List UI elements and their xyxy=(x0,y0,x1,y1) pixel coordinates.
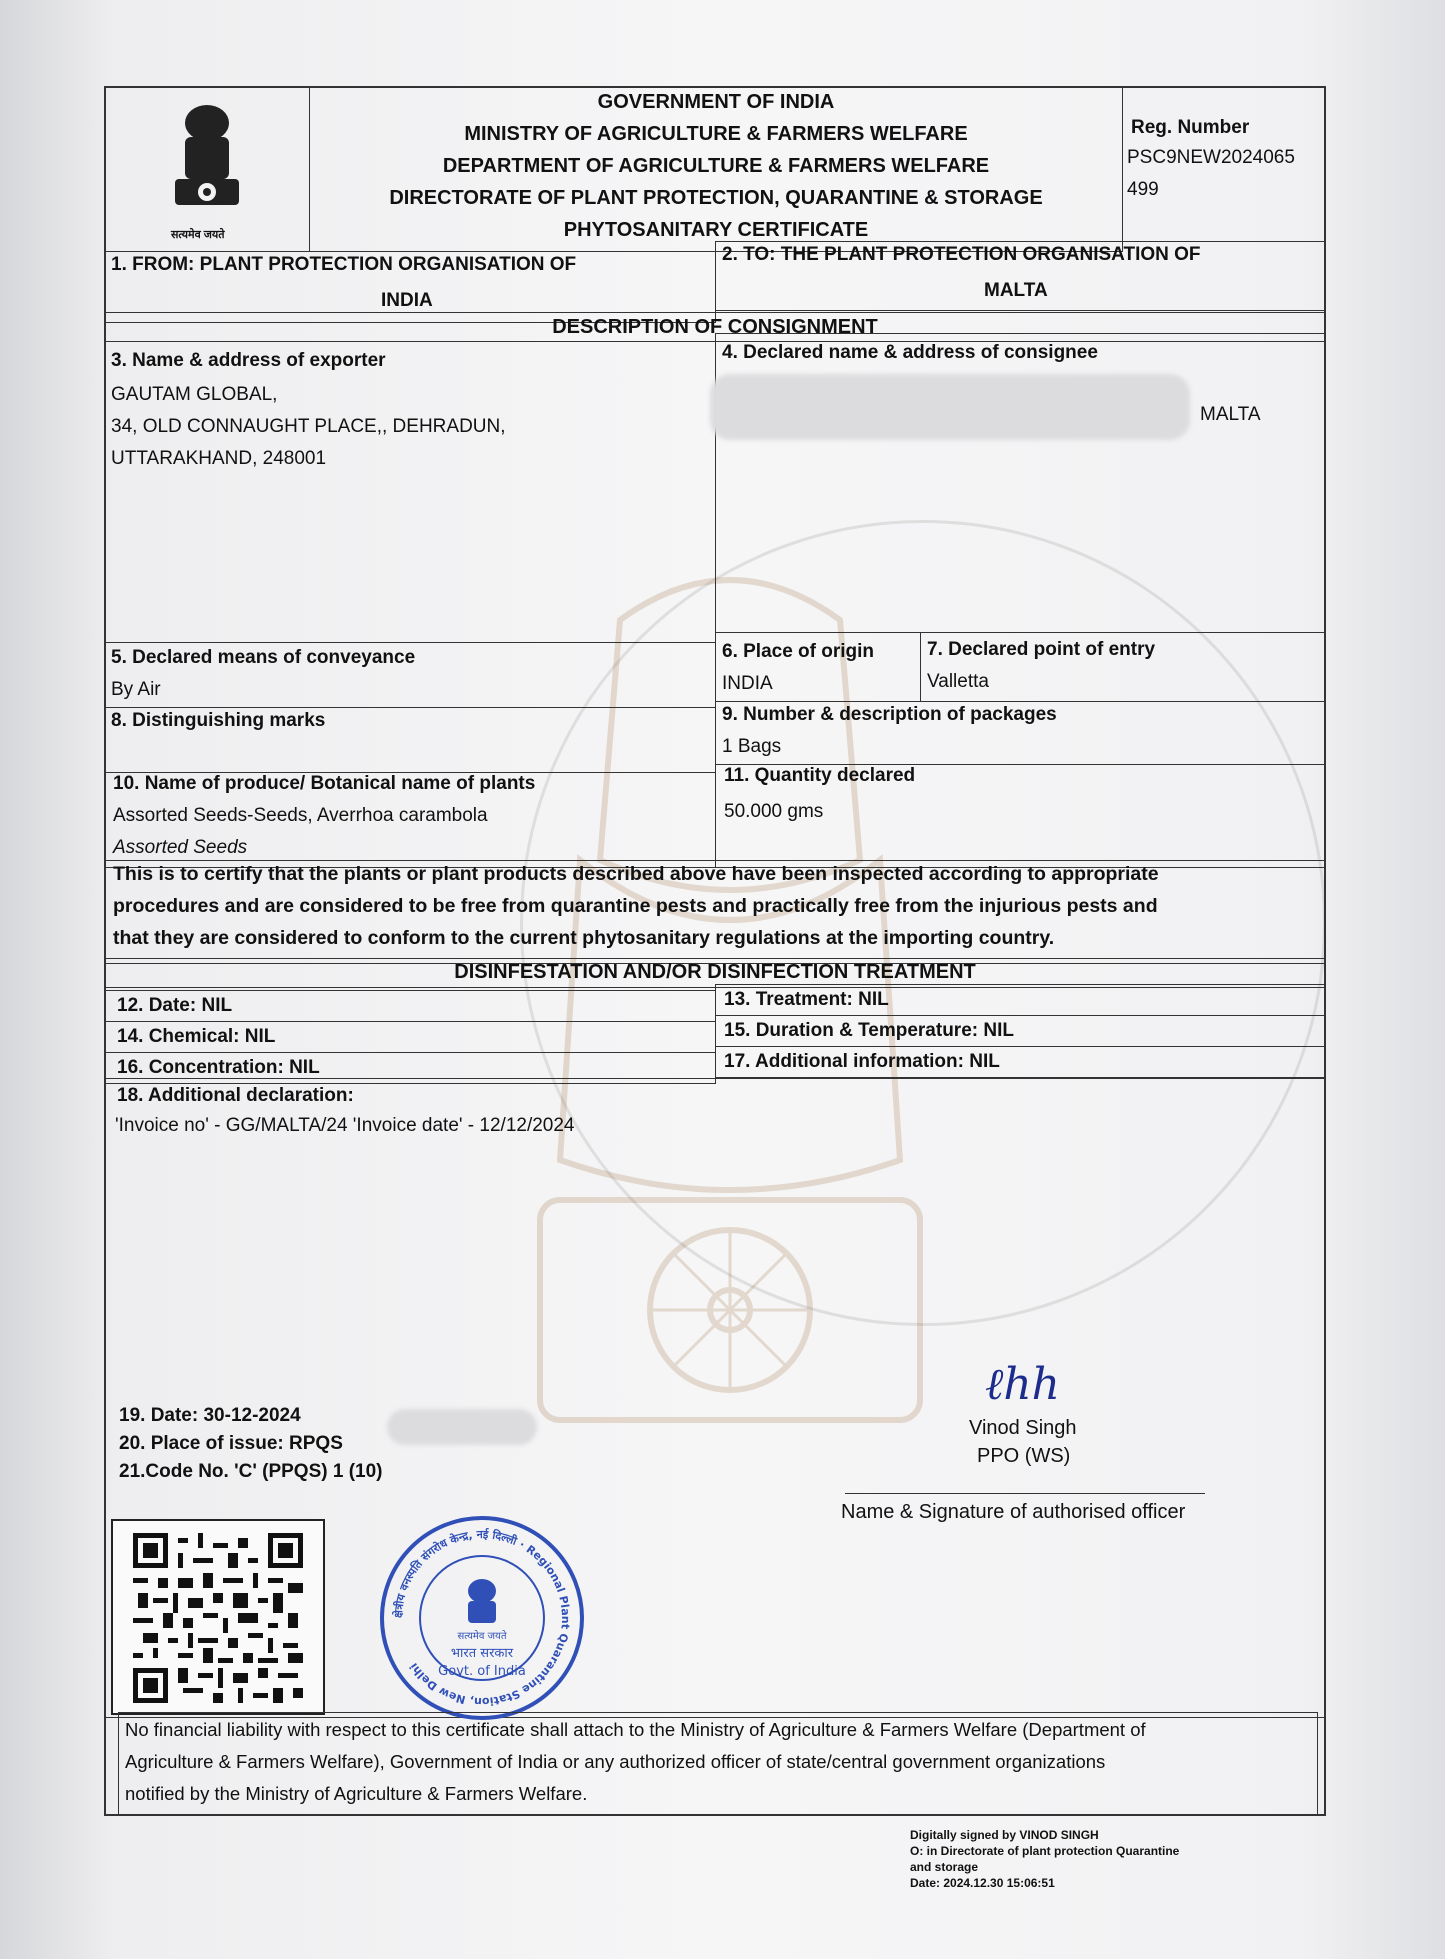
origin-cell xyxy=(715,632,921,702)
redacted-place-block xyxy=(387,1409,537,1445)
signature-line xyxy=(845,1493,1205,1494)
certificate-title: PHYTOSANITARY CERTIFICATE xyxy=(563,219,869,241)
quantity-label: 11. Quantity declared xyxy=(724,765,916,786)
treatment-heading: DISINFESTATION AND/OR DISINFECTION TREATMENT xyxy=(454,961,976,983)
packages-label: 9. Number & description of packages xyxy=(722,704,1057,725)
quantity-value: 50.000 gms xyxy=(724,801,824,822)
certification-line-1: This is to certify that the plants or plant products described above have been inspected according to appropriate xyxy=(113,863,1159,885)
qr-code-frame xyxy=(111,1519,325,1715)
exporter-address-line2: UTTARAKHAND, 248001 xyxy=(111,448,327,469)
issue-code: 21.Code No. 'C' (PPQS) 1 (10) xyxy=(119,1461,383,1482)
marks-cell xyxy=(104,707,716,773)
digital-signature-date: Date: 2024.12.30 15:06:51 xyxy=(910,1876,1055,1890)
reg-number-value: PSC9NEW2024065 xyxy=(1127,147,1295,168)
exporter-cell xyxy=(104,341,716,643)
description-heading: DESCRIPTION OF CONSIGNMENT xyxy=(552,316,878,338)
consignee-country: MALTA xyxy=(1200,404,1261,425)
liability-line-2: Agriculture & Farmers Welfare), Government of India or any authorized officer of state/central government organizations xyxy=(125,1751,1106,1772)
origin-label: 6. Place of origin xyxy=(722,641,875,662)
digital-signature-line-1: Digitally signed by VINOD SINGH xyxy=(910,1828,1099,1842)
liability-line-1: No financial liability with respect to this certificate shall attach to the Ministry of Agriculture & Farmers Welfare (Department of xyxy=(125,1719,1146,1740)
digital-signature-line-3: and storage xyxy=(910,1860,979,1874)
conveyance-label: 5. Declared means of conveyance xyxy=(111,647,416,668)
digital-signature-line-2: O: in Directorate of plant protection Quarantine xyxy=(910,1844,1180,1858)
header-line-ministry: MINISTRY OF AGRICULTURE & FARMERS WELFARE xyxy=(464,123,968,145)
treatment-concentration: 16. Concentration: NIL xyxy=(117,1057,320,1078)
declaration-value: 'Invoice no' - GG/MALTA/24 'Invoice date' - 12/12/2024 xyxy=(115,1115,575,1136)
treatment-duration: 15. Duration & Temperature: NIL xyxy=(724,1020,1014,1041)
official-stamp-icon xyxy=(375,1511,589,1725)
packages-cell xyxy=(715,701,1326,765)
treatment-type: 13. Treatment: NIL xyxy=(724,989,889,1010)
officer-signature-caption: Name & Signature of authorised officer xyxy=(841,1501,1186,1523)
entry-cell xyxy=(920,632,1326,702)
stamp-line-1: भारत सरकार xyxy=(450,1646,514,1661)
officer-name: Vinod Singh xyxy=(969,1417,1077,1439)
origin-value: INDIA xyxy=(722,673,773,694)
liability-line-3: notified by the Ministry of Agriculture & Farmers Welfare. xyxy=(125,1783,588,1804)
certification-line-3: that they are considered to conform to the current phytosanitary regulations at the importing country. xyxy=(113,927,1055,949)
stamp-ring-text: क्षेत्रीय वनस्पति संगरोध केन्द्र, नई दिल्ली · Regional Plant Quarantine Station, New Delhi xyxy=(391,1527,573,1709)
registration-cell xyxy=(1122,86,1326,242)
treatment-date: 12. Date: NIL xyxy=(117,995,233,1016)
issue-place: 20. Place of issue: RPQS xyxy=(119,1433,343,1454)
marks-label: 8. Distinguishing marks xyxy=(111,710,326,731)
redacted-consignee-block xyxy=(710,374,1190,440)
header-line-government: GOVERNMENT OF INDIA xyxy=(597,91,835,113)
to-label: 2. TO: THE PLANT PROTECTION ORGANISATION OF xyxy=(722,244,1201,265)
conveyance-cell xyxy=(104,642,716,708)
from-label: 1. FROM: PLANT PROTECTION ORGANISATION OF xyxy=(111,254,577,275)
packages-value: 1 Bags xyxy=(722,736,782,757)
to-cell xyxy=(715,241,1326,311)
stamp-line-2: Govt. of India xyxy=(438,1664,526,1679)
header-line-department: DEPARTMENT OF AGRICULTURE & FARMERS WELFARE xyxy=(442,155,990,177)
emblem-cell xyxy=(104,86,310,252)
additional-info-cell xyxy=(715,1046,1326,1078)
exporter-name: GAUTAM GLOBAL, xyxy=(111,384,278,405)
liability-cell xyxy=(118,1712,1318,1816)
entry-value: Valletta xyxy=(927,671,989,692)
treatment-date-cell xyxy=(104,990,716,1022)
header-title-cell xyxy=(309,86,1123,252)
from-value: INDIA xyxy=(381,290,433,311)
treatment-additional-info: 17. Additional information: NIL xyxy=(724,1051,1000,1072)
reg-number-label: Reg. Number xyxy=(1131,117,1250,138)
emblem-caption: सत्यमेव जयते xyxy=(171,229,225,241)
exporter-label: 3. Name & address of exporter xyxy=(111,350,386,371)
produce-value: Assorted Seeds-Seeds, Averrhoa carambola xyxy=(113,805,488,826)
certification-line-2: procedures and are considered to be free from quarantine pests and practically free from the injurious pests and xyxy=(113,895,1158,917)
produce-cell xyxy=(104,772,716,868)
certification-cell xyxy=(104,860,1326,964)
produce-label: 10. Name of produce/ Botanical name of plants xyxy=(113,773,536,794)
national-emblem-icon xyxy=(157,101,257,221)
header-line-directorate: DIRECTORATE OF PLANT PROTECTION, QUARANTINE & STORAGE xyxy=(389,187,1043,209)
declaration-cell xyxy=(104,1078,1326,1718)
quantity-cell xyxy=(715,764,1326,868)
consignee-label: 4. Declared name & address of consignee xyxy=(722,342,1098,363)
qr-code-icon xyxy=(133,1533,303,1703)
issue-date: 19. Date: 30-12-2024 xyxy=(119,1405,301,1426)
treatment-type-cell xyxy=(715,984,1326,1016)
treatment-chemical: 14. Chemical: NIL xyxy=(117,1026,276,1047)
stamp-motto: सत्यमेव जयते xyxy=(457,1631,507,1642)
reg-number-value-suffix: 499 xyxy=(1127,179,1159,200)
officer-signature: ℓhh xyxy=(985,1359,1061,1410)
duration-cell xyxy=(715,1015,1326,1047)
entry-label: 7. Declared point of entry xyxy=(927,639,1156,660)
conveyance-value: By Air xyxy=(111,679,161,700)
declaration-label: 18. Additional declaration: xyxy=(117,1085,354,1106)
officer-designation: PPO (WS) xyxy=(977,1445,1071,1467)
produce-value-botanical: Assorted Seeds xyxy=(113,837,248,858)
consignee-cell xyxy=(715,333,1326,633)
chemical-cell xyxy=(104,1021,716,1053)
to-value: MALTA xyxy=(984,280,1048,301)
exporter-address-line1: 34, OLD CONNAUGHT PLACE,, DEHRADUN, xyxy=(111,416,506,437)
